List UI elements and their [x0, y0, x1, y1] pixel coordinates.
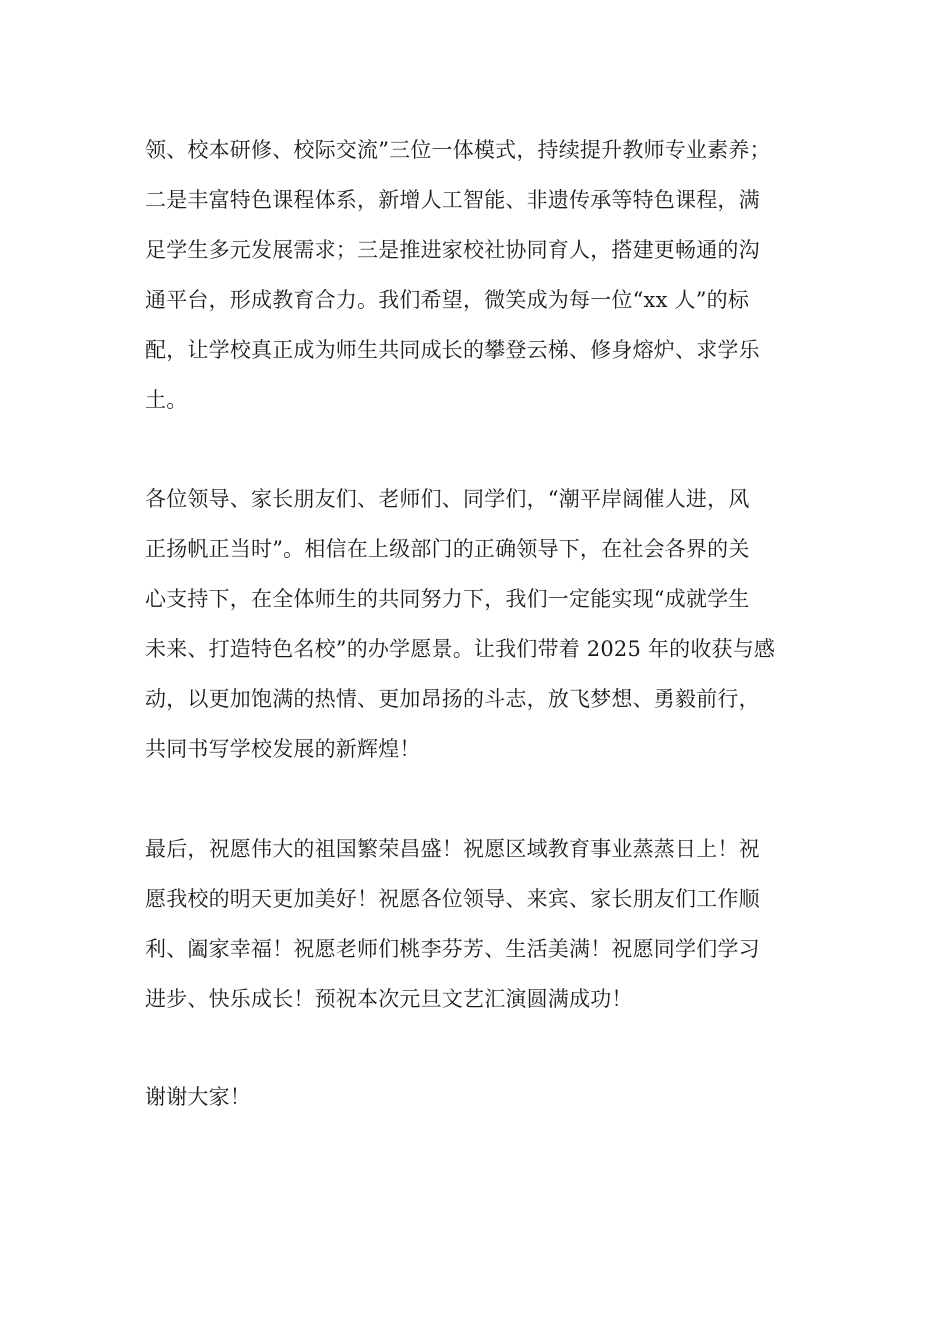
paragraph-line: 心支持下，在全体师生的共同努力下，我们一定能实现“成就学生 [145, 587, 750, 611]
paragraph-line: 未来、打造特色名校”的办学愿景。让我们带着 2025 年的收获与感 [145, 637, 776, 661]
paragraph-line: 进步、快乐成长！预祝本次元旦文艺汇演圆满成功！ [145, 987, 633, 1011]
paragraph-line: 正扬帆正当时”。相信在上级部门的正确领导下，在社会各界的关 [145, 537, 750, 561]
paragraph-line: 通平台，形成教育合力。我们希望，微笑成为每一位“xx 人”的标 [145, 288, 750, 312]
paragraph-line: 愿我校的明天更加美好！祝愿各位领导、来宾、家长朋友们工作顺 [145, 887, 760, 911]
paragraph-line: 足学生多元发展需求；三是推进家校社协同育人，搭建更畅通的沟 [145, 238, 760, 262]
paragraph-line: 二是丰富特色课程体系，新增人工智能、非遗传承等特色课程，满 [145, 188, 760, 212]
paragraph-line: 各位领导、家长朋友们、老师们、同学们，“潮平岸阔催人进，风 [145, 487, 750, 511]
paragraph-line: 领、校本研修、校际交流”三位一体模式，持续提升教师专业素养； [145, 138, 771, 162]
paragraph-line: 共同书写学校发展的新辉煌！ [145, 737, 421, 761]
paragraph-line: 动，以更加饱满的热情、更加昂扬的斗志，放飞梦想、勇毅前行， [145, 687, 760, 711]
closing-line: 谢谢大家！ [145, 1085, 251, 1109]
paragraph-line: 土。 [145, 388, 188, 412]
paragraph-line: 配，让学校真正成为师生共同成长的攀登云梯、修身熔炉、求学乐 [145, 338, 760, 362]
paragraph-line: 利、阖家幸福！祝愿老师们桃李芬芳、生活美满！祝愿同学们学习 [145, 937, 760, 961]
paragraph-line: 最后，祝愿伟大的祖国繁荣昌盛！祝愿区域教育事业蒸蒸日上！祝 [145, 837, 760, 861]
